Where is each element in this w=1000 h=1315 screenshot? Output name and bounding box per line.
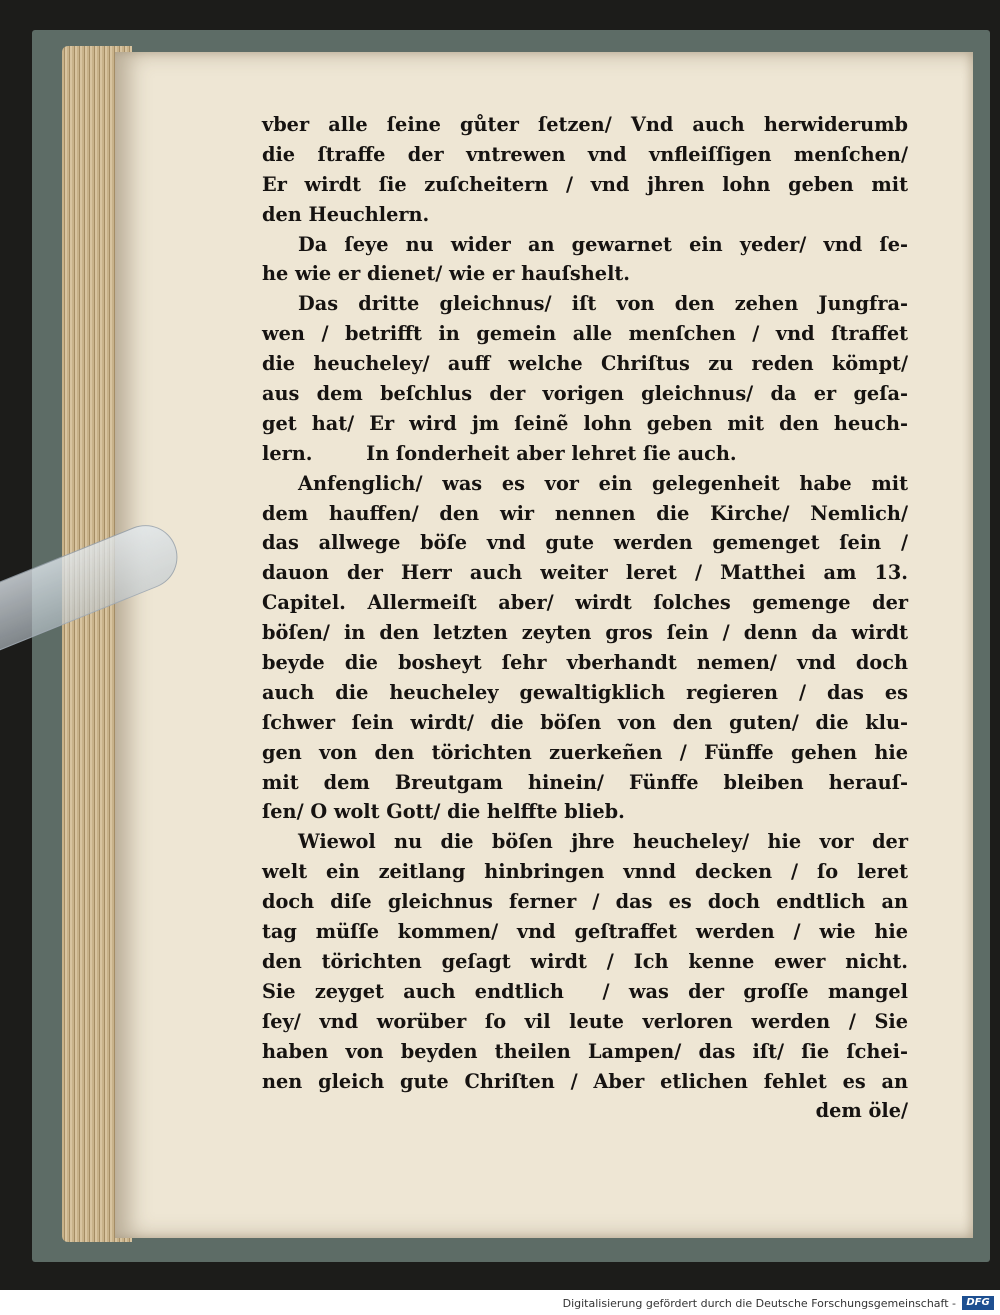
text-line: Da ſeye nu wider an gewarnet ein yeder/ vnd ſe-: [298, 232, 908, 256]
text-line: dauon der Herr auch weiter leret / Matthei am 13.: [262, 561, 908, 585]
text-line: wen / betrifft in gemein alle menſchen / vnd ſtraffet: [262, 322, 908, 346]
footer-bar: [0, 1292, 1000, 1315]
text-line: ſchwer ſein wirdt/ die böſen von den guten/ die klu-: [262, 710, 908, 734]
text-line: haben von beyden theilen Lampen/ das iſt/ ſie ſchei-: [262, 1039, 908, 1063]
text-line: das allwege böſe vnd gute werden gemenget ſein /: [262, 531, 908, 555]
text-line: gen von den törichten zuerkeñen / Fünffe gehen hie: [262, 740, 908, 764]
text-line: Er wirdt ſie zuſcheitern / vnd jhren lohn geben mit: [262, 172, 908, 196]
text-line: vber alle ſeine gůter ſetzen/ Vnd auch herwiderumb: [262, 113, 908, 136]
text-line: he wie er dienet/ wie er hauſshelt.: [262, 262, 631, 286]
text-line: den Heuchlern.: [262, 202, 430, 226]
text-line: ſey/ vnd worüber ſo vil leute verloren werden / Sie: [262, 1009, 908, 1033]
text-line: auch die heucheley gewaltigklich regieren / das es: [262, 680, 908, 704]
text-line: die ſtraffe der vntrewen vnd vnfleiſſigen menſchen/: [262, 142, 908, 166]
text-line: dem öle/: [815, 1099, 908, 1123]
text-line: get hat/ Er wird jm ſeinẽ lohn geben mit den heuch-: [262, 411, 908, 435]
text-line: böſen/ in den letzten zeyten gros ſein / denn da wirdt: [262, 621, 908, 645]
text-line: mit dem Breutgam hinein/ Fünffe bleiben herauſ-: [262, 770, 908, 794]
dfg-logo: DFG: [962, 1296, 994, 1310]
text-line: welt ein zeitlang hinbringen vnnd decken / ſo leret: [262, 860, 908, 884]
text-line: ſen/ O wolt Gott/ die helffte blieb.: [262, 800, 625, 824]
funding-credit: Digitalisierung gefördert durch die Deutsche Forschungsgemeinschaft -: [562, 1297, 956, 1310]
text-line: den törichten geſagt wirdt / Ich kenne ewer nicht.: [262, 949, 908, 973]
text-line: Capitel. Allermeiſt aber/ wirdt ſolches gemenge der: [262, 591, 908, 615]
text-line: nen gleich gute Chriſten / Aber etlichen fehlet es an: [262, 1069, 908, 1093]
text-line: tag müſſe kommen/ vnd geſtraffet werden / wie hie: [262, 920, 908, 944]
text-line: aus dem beſchlus der vorigen gleichnus/ da er geſa-: [262, 382, 908, 406]
text-line: Wiewol nu die böſen jhre heucheley/ hie vor der: [298, 830, 908, 854]
text-line: dem hauffen/ den wir nennen die Kirche/ Nemlich/: [262, 501, 908, 525]
text-line: die heucheley/ auff welche Chriſtus zu reden kömpt/: [262, 352, 908, 376]
page-text: [262, 110, 908, 1126]
text-line: lern. In ſonderheit aber lehret ſie auch.: [262, 441, 737, 465]
text-line: doch diſe gleichnus ferner / das es doch endtlich an: [262, 890, 908, 914]
text-line: Anfenglich/ was es vor ein gelegenheit habe mit: [298, 471, 908, 495]
text-line: Das dritte gleichnus/ iſt von den zehen Jungfra-: [298, 292, 908, 316]
text-line: Sie zeyget auch endtlich / was der groſſe mangel: [262, 979, 908, 1003]
text-line: beyde die bosheyt ſehr vberhandt nemen/ vnd doch: [262, 651, 908, 675]
